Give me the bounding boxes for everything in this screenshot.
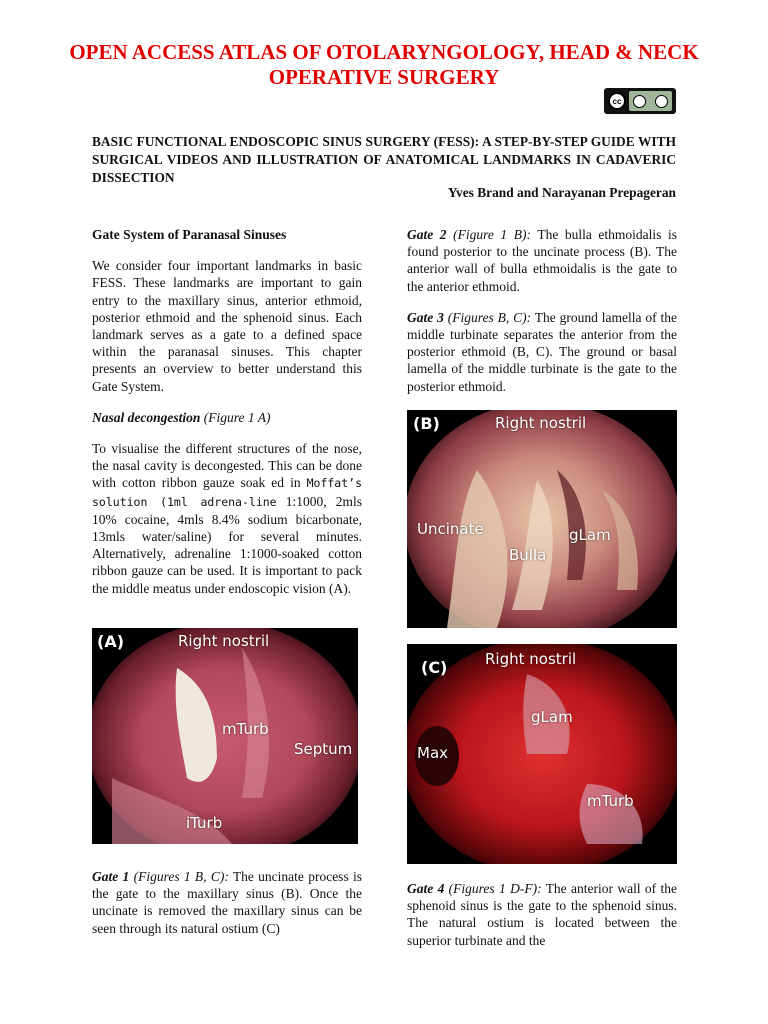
figure-a-label-1: Right nostril: [178, 632, 270, 650]
gate4-text: The anterior wall of the sphenoid sinus is the gate to the sphenoid sinus. The natural ostium is located between the superior turbinate and the: [407, 881, 677, 948]
authors: Yves Brand and Narayanan Prepageran: [447, 185, 676, 200]
gate3-ref: (Figures B, C):: [443, 309, 532, 325]
figure-a-label-4: iTurb: [186, 814, 223, 832]
gate1-text: The uncinate process is the gate to the maxillary sinus (B). Once the uncinate is removed the maxillary sinus can be seen through its natural ostium (C): [92, 869, 362, 936]
gate4-label: Gate 4: [407, 881, 445, 896]
figure-c-endoscopic-image: [407, 644, 677, 864]
gate3-text: The ground lamella of the middle turbinate separates the anterior from the posterior ethmoid (B, C). The ground or basal lamella of the middle turbinate is the gate to the posterior ethmoid.: [407, 309, 677, 394]
moffats-solution-text: Moffat’s solution (1ml adrena-line: [92, 476, 362, 509]
figure-b-scene: [407, 410, 677, 628]
decongestion-heading-line: [92, 409, 362, 426]
gate2-paragraph: [407, 226, 677, 295]
figure-b-endoscopic-image: [407, 410, 677, 628]
figure-b-label-2: Uncinate: [417, 520, 484, 538]
figure-a-tag: (A): [97, 632, 125, 651]
gate3-label: Gate 3: [407, 309, 444, 325]
left-column: [92, 226, 362, 611]
decongestion-figure-ref: (Figure 1 A): [200, 409, 271, 425]
figure-a-label-2: mTurb: [222, 720, 269, 738]
decongestion-paragraph: [92, 440, 362, 597]
figure-c-label-1: Right nostril: [485, 650, 577, 668]
atlas-title: OPEN ACCESS ATLAS OF OTOLARYNGOLOGY, HEAD & NECK OPERATIVE SURGERY: [69, 40, 699, 89]
non-commercial-icon: [655, 95, 668, 108]
figure-b-label-1: Right nostril: [495, 414, 587, 432]
figure-c-label-4: mTurb: [587, 792, 634, 810]
right-column: [407, 226, 677, 409]
figure-b-tag: (B): [413, 414, 440, 433]
intro-paragraph: We consider four important landmarks in basic FESS. These landmarks are important to gain entry to the maxillary sinus, anterior ethmoid, posterior ethmoid and the sphenoid sinus. Each landmark serves as a gate to a defined space within the paranasal sinuses. This chapter presents an overview to better understand this Gate System.: [92, 258, 362, 394]
gate4-paragraph: [407, 880, 677, 949]
decongestion-heading: Nasal decongestion: [92, 409, 201, 425]
by-attribution-icon: [633, 95, 646, 108]
figure-b-label-3: Bulla: [509, 546, 547, 564]
figure-c-tag: (C): [421, 658, 448, 677]
left-column-bottom: [92, 868, 362, 951]
decongestion-text-1: To visualise the different structures of the nose, the nasal cavity is decongested. This can be done with cotton ribbon gauze soak ed in: [92, 441, 362, 491]
figure-a-endoscopic-image: [92, 628, 358, 844]
decongestion-text-2: 1:1000, 2mls 10% cocaine, 4mls 8.4% sodium bicarbonate, 13mls water/saline) for several minutes. Alternatively, adrenaline 1:1000-soaked cotton ribbon gauze can be used. It is important to pack the middle meatus under endoscopic vision (A).: [92, 493, 362, 596]
gate2-text: The bulla ethmoidalis is found posterior to the uncinate process (B). The anterior wall of bulla ethmoidalis is the gate to the anterior ethmoid.: [407, 227, 677, 294]
gate4-ref: (Figures 1 D-F):: [444, 881, 542, 896]
gate3-paragraph: [407, 309, 677, 395]
cc-logo-icon: cc: [608, 92, 626, 110]
gate1-paragraph: [92, 868, 362, 937]
figure-b-label-4: gLam: [569, 526, 611, 544]
gate2-ref: (Figure 1 B):: [446, 227, 531, 242]
figure-c-label-3: Max: [417, 744, 449, 762]
gate1-label: Gate 1: [92, 869, 130, 884]
right-column-bottom: [407, 880, 677, 963]
gate2-label: Gate 2: [407, 227, 447, 242]
chapter-title: BASIC FUNCTIONAL ENDOSCOPIC SINUS SURGERY (FESS): A STEP-BY-STEP GUIDE WITH SURGICAL VIDEOS AND ILLUSTRATION OF ANATOMICAL LANDMARKS IN CADAVERIC DISSECTION: [92, 134, 676, 185]
by-nc-icons: [629, 91, 672, 111]
gate1-ref: (Figures 1 B, C):: [129, 869, 229, 884]
section-heading: Gate System of Paranasal Sinuses: [92, 227, 287, 242]
figure-c-label-2: gLam: [531, 708, 573, 726]
figure-a-label-3: Septum: [294, 740, 353, 758]
cc-by-nc-icon: [604, 88, 676, 114]
